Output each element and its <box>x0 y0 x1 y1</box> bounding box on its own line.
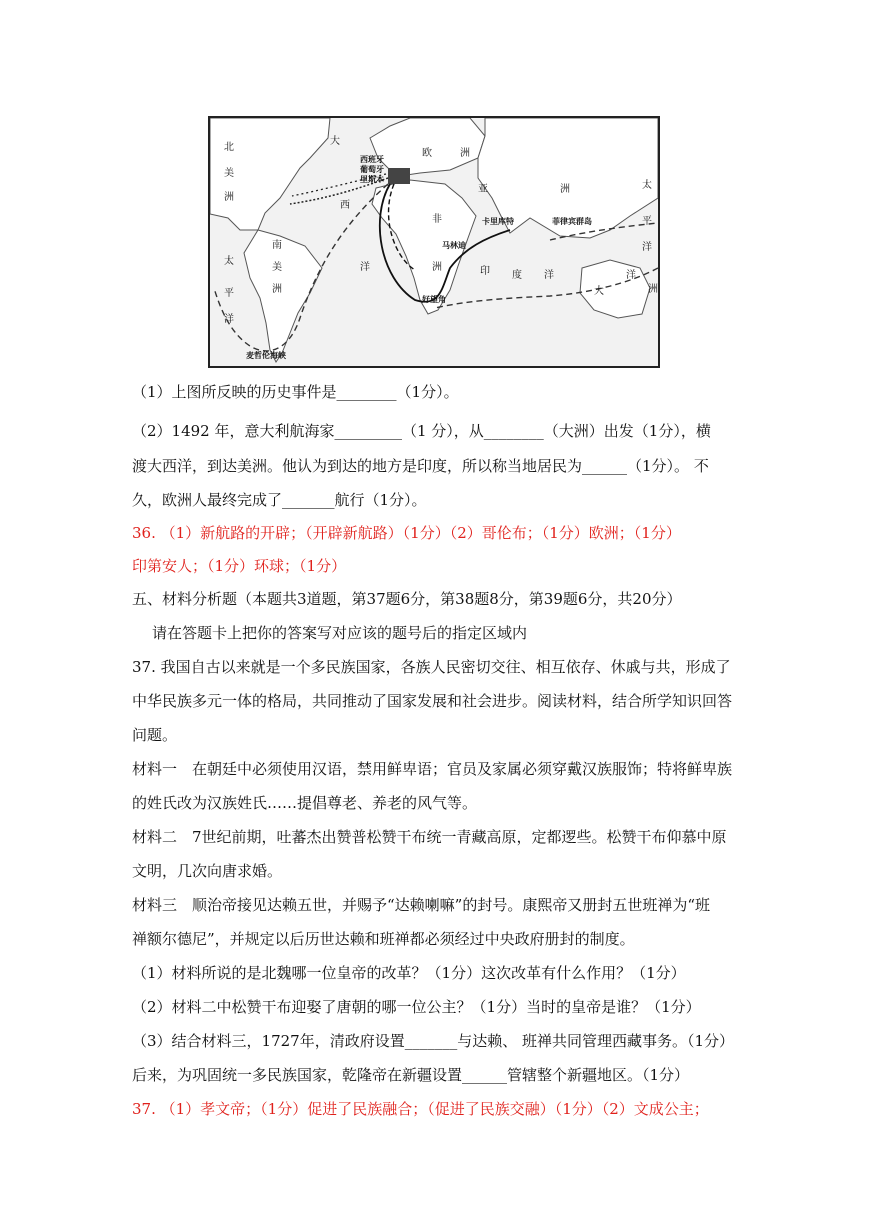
svg-text:平: 平 <box>642 216 652 227</box>
question-37-part-1: （1）材料所说的是北魏哪一位皇帝的改革？（1分）这次改革有什么作用？（1分） <box>132 964 686 982</box>
svg-text:南: 南 <box>272 240 282 251</box>
answer-37-line-1: 37. （1）孝文帝；（1分）促进了民族融合；（促进了民族交融）（1分）（2）文成公主； <box>132 1100 709 1118</box>
svg-text:洋: 洋 <box>224 314 234 325</box>
question-37-stem-line-1: 37. 我国自古以来就是一个多民族国家，各族人民密切交往、相互依存、休戚与共，形成了 <box>132 658 731 676</box>
svg-text:西班牙: 西班牙 <box>360 155 384 164</box>
question-37-stem-line-2: 中华民族多元一体的格局，共同推动了国家发展和社会进步。阅读材料，结合所学知识回答 <box>132 692 733 710</box>
material-2-line-2: 文明，几次向唐求婚。 <box>132 862 283 880</box>
svg-text:亚: 亚 <box>478 184 488 195</box>
svg-text:马林迪: 马林迪 <box>442 241 466 250</box>
svg-text:美: 美 <box>272 262 282 273</box>
svg-text:洲: 洲 <box>272 284 282 295</box>
question-37-part-2: （2）材料二中松赞干布迎娶了唐朝的哪一位公主？（1分）当时的皇帝是谁？（1分） <box>132 998 701 1016</box>
svg-text:度: 度 <box>512 270 522 281</box>
question-37-part-3-line-1: （3）结合材料三，1727年，清政府设置_______与达赖、 班禅共同管理西藏事务。（1分） <box>132 1032 735 1050</box>
section-5-heading: 五、材料分析题（本题共3道题，第37题6分，第38题8分，第39题6分，共20分） <box>132 590 682 608</box>
svg-text:北: 北 <box>224 142 234 153</box>
svg-text:卡里库特: 卡里库特 <box>482 217 514 226</box>
svg-text:平: 平 <box>224 288 234 299</box>
svg-text:太: 太 <box>224 256 234 267</box>
svg-text:印: 印 <box>480 266 490 277</box>
svg-text:美: 美 <box>224 168 234 179</box>
iberia-highlight <box>388 168 410 184</box>
question-36-part-2-line-3: 久，欧洲人最终完成了_______航行（1分）。 <box>132 491 427 509</box>
material-3-line-1: 材料三 顺治帝接见达赖五世，并赐予“达赖喇嘛”的封号。康熙帝又册封五世班禅为“班 <box>132 896 711 914</box>
material-3-line-2: 禅额尔德尼”，并规定以后历世达赖和班禅都必须经过中央政府册封的制度。 <box>132 930 635 948</box>
svg-text:非: 非 <box>432 214 442 225</box>
svg-text:洋: 洋 <box>360 262 370 273</box>
svg-text:洲: 洲 <box>648 284 658 295</box>
question-37-part-3-line-2: 后来，为巩固统一多民族国家，乾隆帝在新疆设置______管辖整个新疆地区。（1分） <box>132 1066 690 1084</box>
question-36-part-2-line-2: 渡大西洋，到达美洲。他认为到达的地方是印度，所以称当地居民为______（1分）。 不 <box>132 457 709 475</box>
svg-text:太: 太 <box>642 180 652 191</box>
new-sea-routes-map <box>208 116 660 368</box>
map-drawing <box>210 118 658 366</box>
svg-text:菲律宾群岛: 菲律宾群岛 <box>552 217 592 226</box>
svg-text:洋: 洋 <box>544 270 554 281</box>
question-36-part-1: （1）上图所反映的历史事件是________（1分）。 <box>132 383 459 401</box>
svg-text:洋: 洋 <box>642 242 652 253</box>
svg-text:洋: 洋 <box>626 270 636 281</box>
question-37-stem-line-3: 问题。 <box>132 726 178 744</box>
section-5-instruction: 请在答题卡上把你的答案写对应该的题号后的指定区域内 <box>152 624 528 642</box>
svg-text:葡萄牙: 葡萄牙 <box>360 165 384 174</box>
svg-text:洲: 洲 <box>432 262 442 273</box>
svg-text:好望角: 好望角 <box>422 295 446 304</box>
material-2-line-1: 材料二 7世纪前期，吐蕃杰出赞普松赞干布统一青藏高原，定都逻些。松赞干布仰慕中原 <box>132 828 727 846</box>
question-36-part-2-line-1: （2）1492 年，意大利航海家_________（1 分），从________（大洲）出发（1分），横 <box>132 422 711 440</box>
svg-text:西: 西 <box>340 200 350 211</box>
svg-text:洲: 洲 <box>460 148 470 159</box>
svg-text:欧: 欧 <box>422 148 432 159</box>
svg-text:里斯本: 里斯本 <box>360 175 384 184</box>
material-1-line-2: 的姓氏改为汉族姓氏……提倡尊老、养老的风气等。 <box>132 794 478 812</box>
answer-36-line-1: 36. （1）新航路的开辟；（开辟新航路）（1分）（2）哥伦布；（1分）欧洲；（1分） <box>132 524 681 542</box>
svg-text:大: 大 <box>330 136 340 147</box>
svg-text:大: 大 <box>594 286 604 297</box>
material-1-line-1: 材料一 在朝廷中必须使用汉语，禁用鲜卑语；官员及家属必须穿戴汉族服饰；特将鲜卑族 <box>132 760 733 778</box>
answer-36-line-2: 印第安人；（1分）环球；（1分） <box>132 557 347 575</box>
svg-text:麦哲伦海峡: 麦哲伦海峡 <box>246 351 286 360</box>
svg-text:洲: 洲 <box>560 184 570 195</box>
svg-text:洲: 洲 <box>224 192 234 203</box>
